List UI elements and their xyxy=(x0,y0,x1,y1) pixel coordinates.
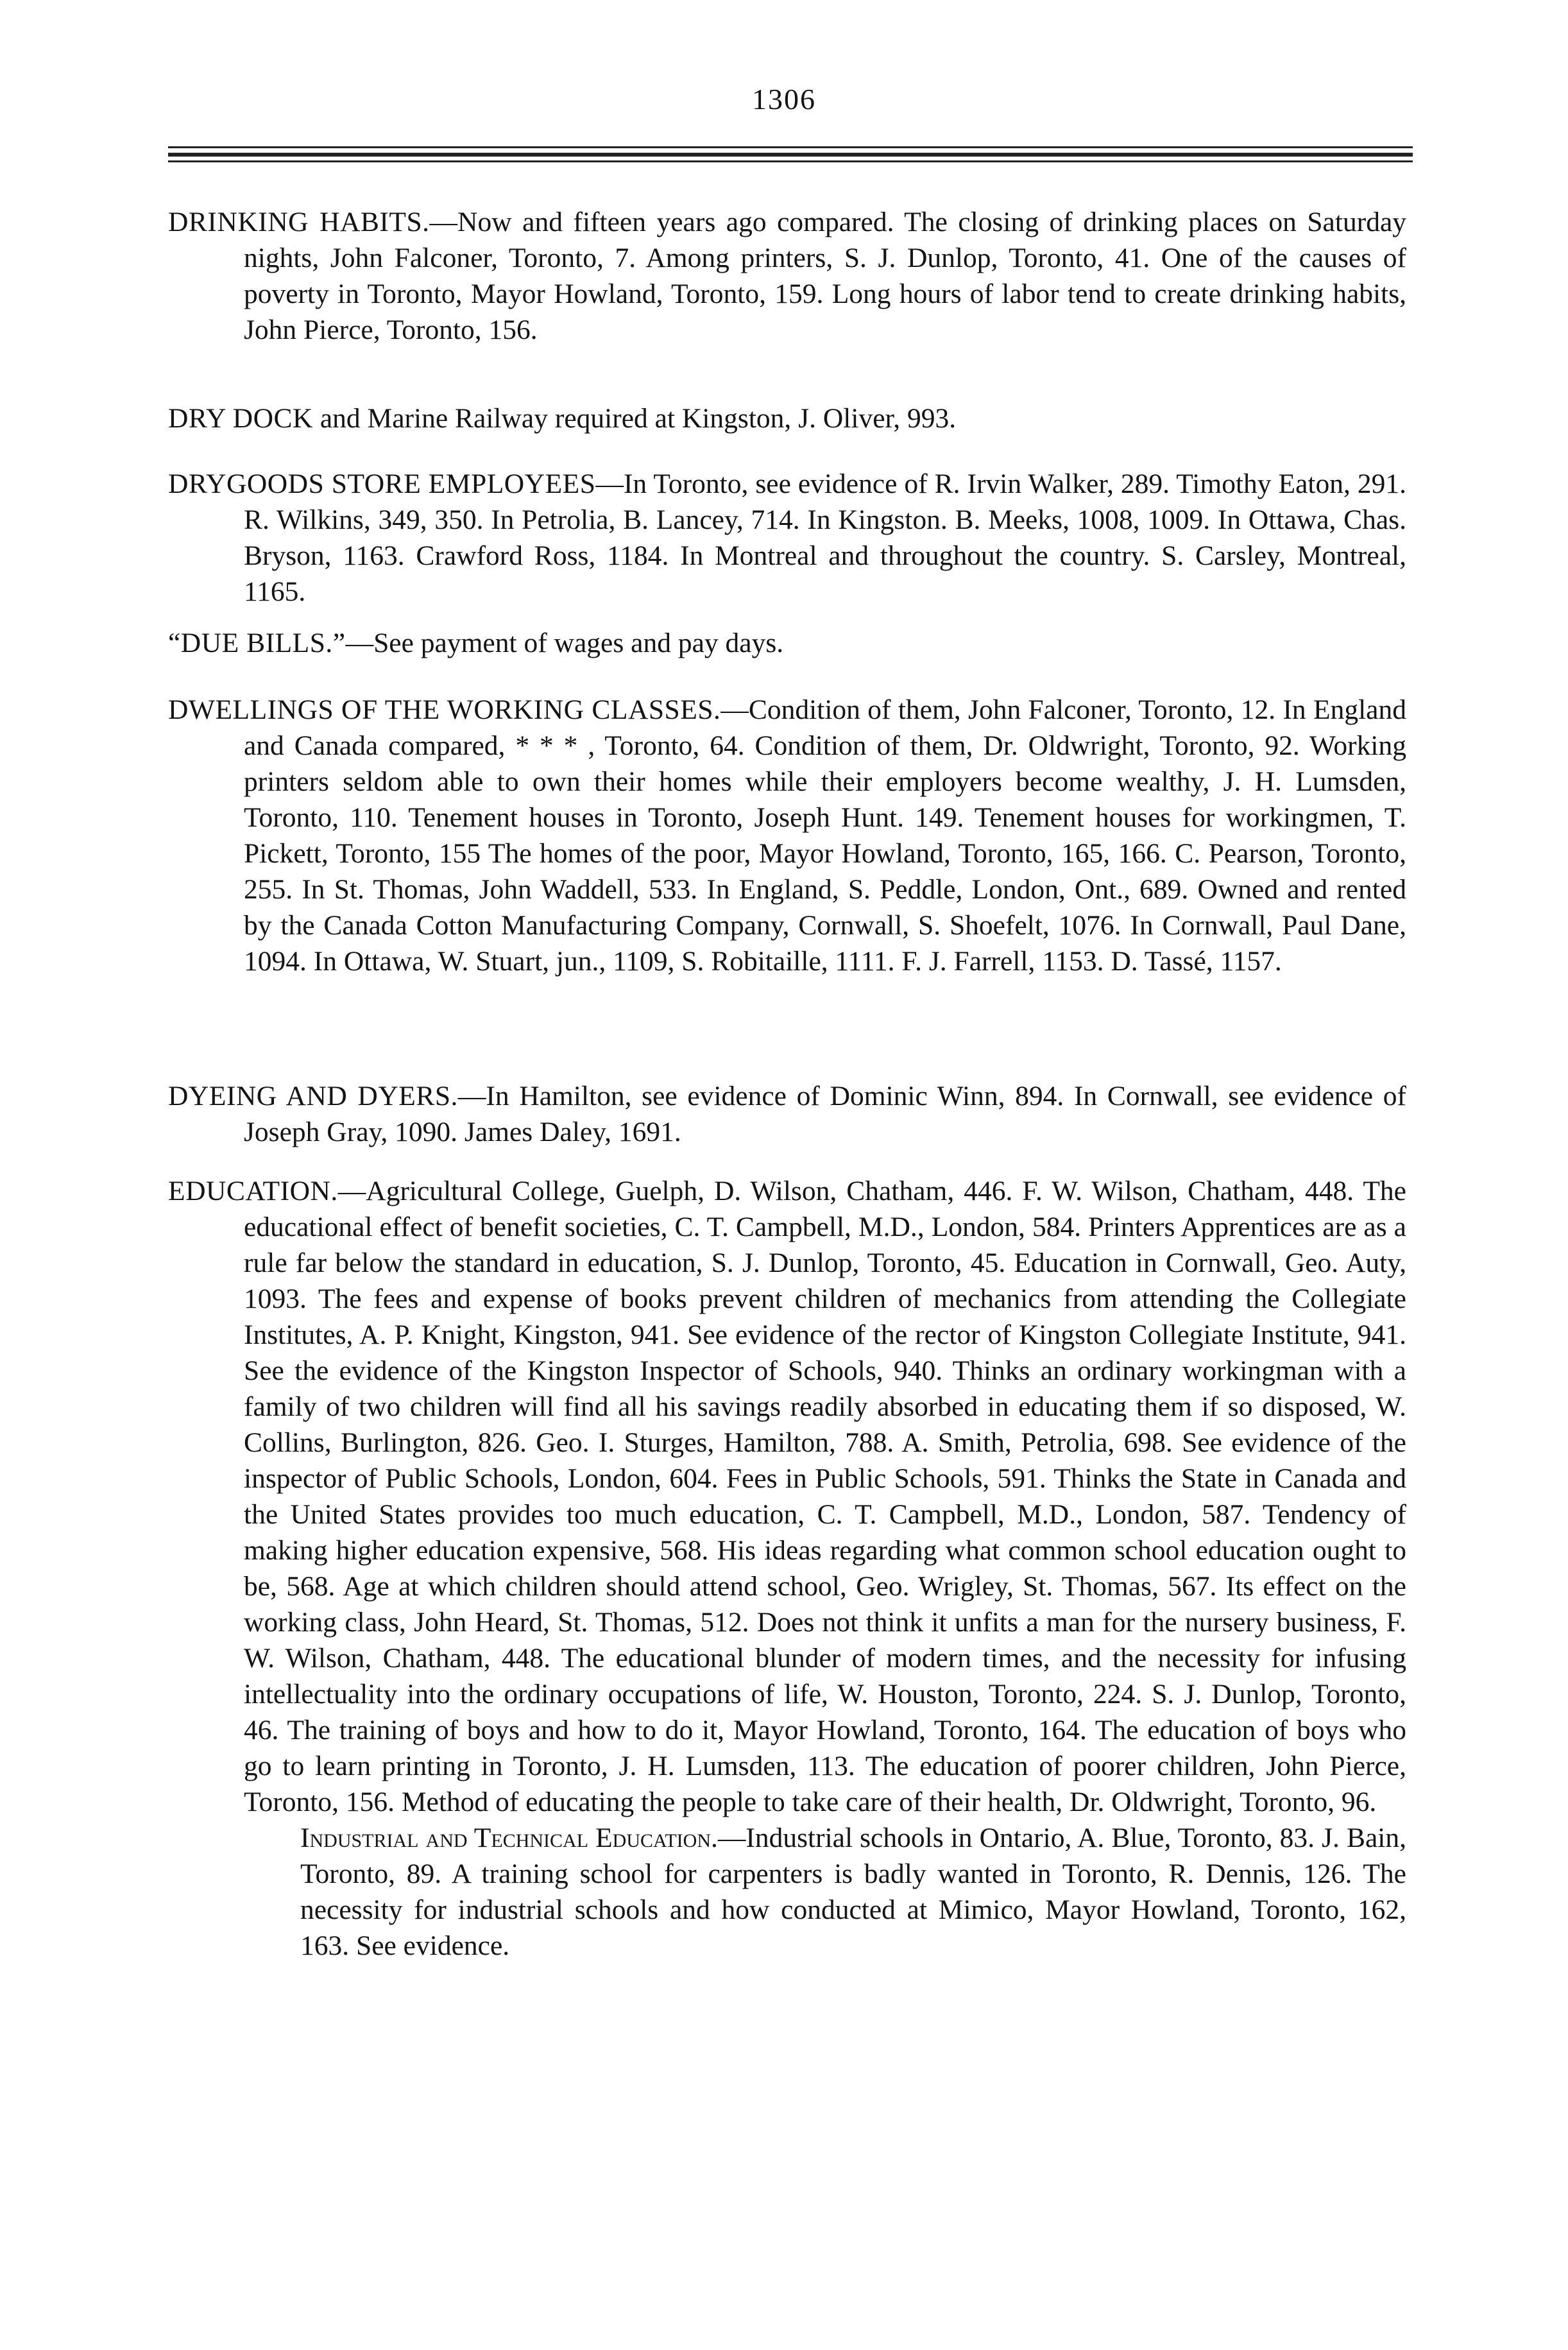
entry-drinking-habits xyxy=(168,204,1406,348)
entry-heading: DRYGOODS STORE EMPLOYEES xyxy=(168,468,596,499)
entry-heading: DRY DOCK xyxy=(168,403,313,434)
page-number: 1306 xyxy=(752,83,816,116)
entry-heading: “DUE BILLS.” xyxy=(168,628,346,658)
header-rule-bottom xyxy=(168,160,1413,162)
entry-text: —Condition of them, John Falconer, Toronto, 12. In England and Canada compared, * * * , Toronto, 64. Condition of them, Dr. Oldwright, Toronto, 92. Working printers seldom able to own their homes while their employers become wealthy, J. H. Lumsden, Toronto, 110. Tenement houses in Toronto, Joseph Hunt. 149. Tenement houses for workingmen, T. Pickett, Toronto, 155 The homes of the poor, Mayor Howland, Toronto, 165, 166. C. Pearson, Toronto, 255. In St. Thomas, John Waddell, 533. In England, S. Peddle, London, Ont., 689. Owned and rented by the Canada Cotton Manufacturing Company, Cornwall, S. Shoefelt, 1076. In Cornwall, Paul Dane, 1094. In Ottawa, W. Stuart, jun., 1109, S. Robitaille, 1111. F. J. Farrell, 1153. D. Tassé, 1157. xyxy=(244,694,1406,977)
entry-text: and Marine Railway required at Kingston, J. Oliver, 993. xyxy=(312,403,957,434)
entry-text: —Now and fifteen years ago compared. The closing of drinking places on Saturday nights, John Falconer, Toronto, 7. Among printers, S. J. Dunlop, Toronto, 41. One of the causes of poverty in Toronto, Mayor Howland, Toronto, 159. Long hours of labor tend to create drinking habits, John Pierce, Toronto, 156. xyxy=(244,207,1406,345)
subsection-heading: Industrial and Technical Education. xyxy=(300,1823,718,1853)
entry-education xyxy=(168,1173,1406,1964)
header-rule-middle xyxy=(168,153,1413,157)
entry-heading: EDUCATION. xyxy=(168,1176,338,1206)
entry-text: —In Hamilton, see evidence of Dominic Winn, 894. In Cornwall, see evidence of Joseph Gray, 1090. James Daley, 1691. xyxy=(244,1081,1406,1147)
entry-due-bills xyxy=(168,625,1406,661)
header-rule-top xyxy=(168,146,1413,148)
entry-text: —Agricultural College, Guelph, D. Wilson, Chatham, 446. F. W. Wilson, Chatham, 448. The educational effect of benefit societies, C. T. Campbell, M.D., London, 584. Printers Apprentices are as a rule far below the standard in education, S. J. Dunlop, Toronto, 45. Education in Cornwall, Geo. Auty, 1093. The fees and expense of books prevent children of mechanics from attending the Collegiate Institutes, A. P. Knight, Kingston, 941. See evidence of the rector of Kingston Collegiate Institute, 941. See the evidence of the Kingston Inspector of Schools, 940. Thinks an ordinary workingman with a family of two children will find all his savings readily absorbed in educating them if so disposed, W. Collins, Burlington, 826. Geo. I. Sturges, Hamilton, 788. A. Smith, Petrolia, 698. See evidence of the inspector of Public Schools, London, 604. Fees in Public Schools, 591. Thinks the State in Canada and the United States provides too much education, C. T. Campbell, M.D., London, 587. Tendency of making higher education expensive, 568. His ideas regarding what common school education ought to be, 568. Age at which children should attend school, Geo. Wrigley, St. Thomas, 567. Its effect on the working class, John Heard, St. Thomas, 512. Does not think it unfits a man for the nursery business, F. W. Wilson, Chatham, 448. The educational blunder of modern times, and the necessity for infusing intellectuality into the ordinary occupations of life, W. Houston, Toronto, 224. S. J. Dunlop, Toronto, 46. The training of boys and how to do it, Mayor Howland, Toronto, 164. The education of boys who go to learn printing in Toronto, J. H. Lumsden, 113. The education of poorer children, John Pierce, Toronto, 156. Method of educating the people to take care of their health, Dr. Oldwright, Toronto, 96. xyxy=(244,1176,1406,1817)
entry-text: —In Toronto, see evidence of R. Irvin Walker, 289. Timothy Eaton, 291. R. Wilkins, 349, 350. In Petrolia, B. Lancey, 714. In Kingston. B. Meeks, 1008, 1009. In Ottawa, Chas. Bryson, 1163. Crawford Ross, 1184. In Montreal and throughout the country. S. Carsley, Montreal, 1165. xyxy=(244,468,1407,607)
entry-dwellings-working-classes xyxy=(168,692,1406,979)
entry-drygoods-store-employees xyxy=(168,466,1406,610)
entry-dry-dock xyxy=(168,400,1406,436)
entry-heading: DWELLINGS OF THE WORKING CLASSES. xyxy=(168,694,721,725)
entry-heading: DYEING AND DYERS. xyxy=(168,1081,458,1111)
entry-dyeing-and-dyers xyxy=(168,1078,1406,1150)
entry-subsection-industrial-education xyxy=(244,1820,1406,1964)
subsection-text: —Industrial schools in Ontario, A. Blue, Toronto, 83. J. Bain, Toronto, 89. A training school for carpenters is badly wanted in Toronto, R. Dennis, 126. The necessity for industrial schools and how conducted at Mimico, Mayor Howland, Toronto, 162, 163. See evidence. xyxy=(300,1823,1406,1961)
entry-heading: DRINKING HABITS. xyxy=(168,207,430,237)
entry-text: —See payment of wages and pay days. xyxy=(345,628,784,658)
